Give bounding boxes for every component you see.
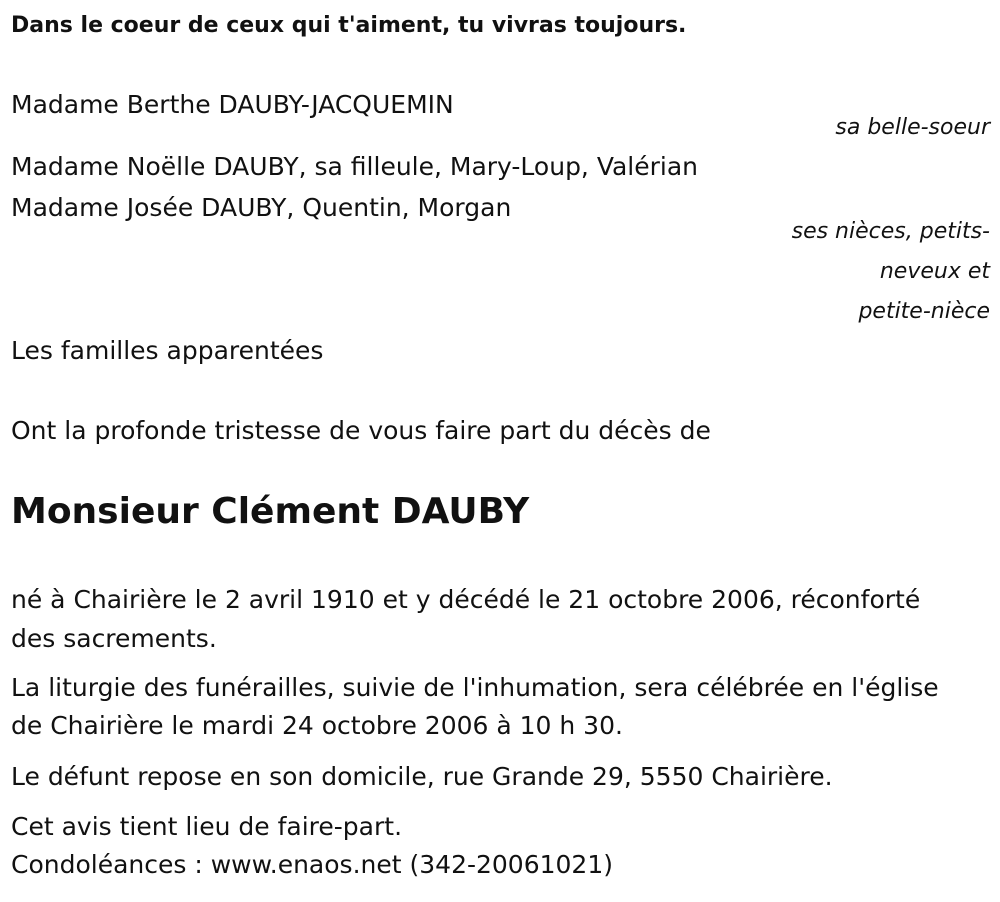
birth-death-line-1: né à Chairière le 2 avril 1910 et y décédé le 21 octobre 2006, réconforté: [11, 585, 921, 614]
funeral-line-2: de Chairière le mardi 24 octobre 2006 à 10 h 30.: [11, 711, 623, 740]
relation-line: ses nièces, petits-: [791, 219, 990, 244]
relation-line: petite-nièce: [858, 299, 990, 324]
relation-line: neveux et: [879, 259, 990, 284]
sister-in-law-relation: [835, 108, 990, 148]
birth-death-line-2: des sacrements.: [11, 624, 217, 653]
funeral-line-1: La liturgie des funérailles, suivie de l'inhumation, sera célébrée en l'église: [11, 673, 939, 702]
announcement: Ont la profonde tristesse de vous faire part du décès de: [11, 416, 711, 445]
condolences: Condoléances : www.enaos.net (342-20061021): [11, 850, 613, 879]
deceased-name: Monsieur Clément DAUBY: [11, 491, 530, 532]
related-families: Les familles apparentées: [11, 336, 324, 365]
notice-text: Cet avis tient lieu de faire-part.: [11, 812, 403, 841]
epigraph: Dans le coeur de ceux qui t'aiment, tu vivras toujours.: [11, 13, 687, 38]
sister-in-law-name: Madame Berthe DAUBY-JACQUEMIN: [11, 90, 454, 119]
niece-line-noelle: Madame Noëlle DAUBY, sa filleule, Mary-Loup, Valérian: [11, 152, 699, 181]
relation-text: sa belle-soeur: [835, 115, 990, 140]
nieces-relation: [792, 212, 990, 332]
niece-line-josee: Madame Josée DAUBY, Quentin, Morgan: [11, 193, 512, 222]
resting-place: Le défunt repose en son domicile, rue Grande 29, 5550 Chairière.: [11, 762, 833, 791]
